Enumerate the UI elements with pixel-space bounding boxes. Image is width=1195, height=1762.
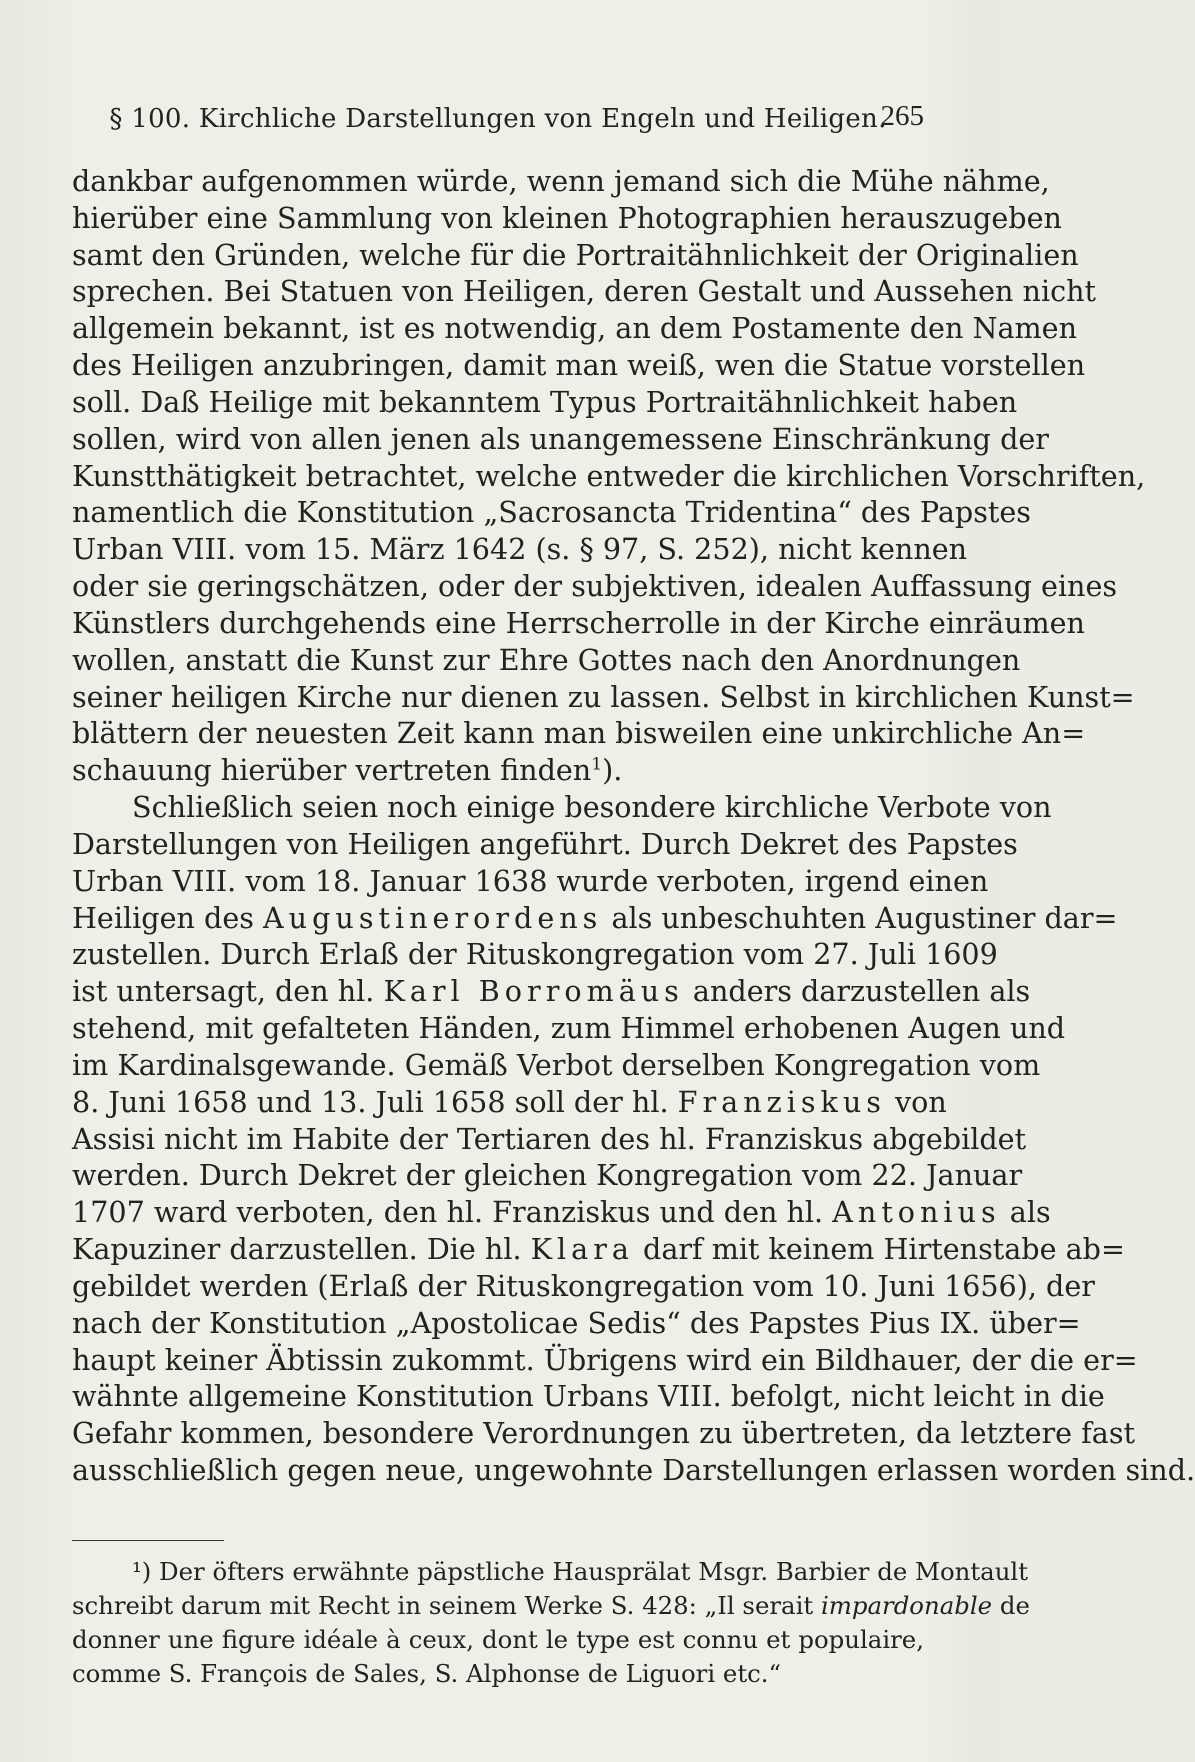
text-fragment: schauung hierüber vertreten finden <box>72 753 592 788</box>
text-fragment: 1707 ward verboten, den hl. Franziskus und den hl. <box>72 1195 824 1230</box>
running-title: § 100. Kirchliche Darstellungen von Engeln und Heiligen. <box>109 104 887 134</box>
text-line: nach der Konstitution „Apostolicae Sedis“ des Papstes Pius IX. über= <box>72 1305 1081 1340</box>
footnote-marker[interactable]: 1 <box>591 754 603 775</box>
footnote-line: comme S. François de Sales, S. Alphonse de Liguori etc.“ <box>72 1659 782 1688</box>
text-fragment: von <box>895 1084 947 1119</box>
text-line: blättern der neuesten Zeit kann man bisweilen eine unkirchliche An= <box>72 716 1086 751</box>
text-line <box>72 900 1118 937</box>
text-fragment: de <box>999 1591 1030 1620</box>
text-line: sprechen. Bei Statuen von Heiligen, deren Gestalt und Aussehen nicht <box>72 274 1097 309</box>
text-fragment: Kapuziner darzustellen. Die hl. <box>72 1232 522 1267</box>
text-line <box>72 1084 947 1121</box>
text-line: hierüber eine Sammlung von kleinen Photographien herauszugeben <box>72 200 1062 235</box>
text-line: werden. Durch Dekret der gleichen Kongregation vom 22. Januar <box>72 1158 1023 1193</box>
footnote-line: donner une figure idéale à ceux, dont le type est connu et populaire, <box>72 1625 924 1654</box>
text-line <box>72 752 924 789</box>
spaced-text: Antonius <box>832 1195 1001 1230</box>
spaced-text: Franziskus <box>677 1084 886 1119</box>
text-fragment: als unbeschuhten Augustiner dar= <box>611 900 1118 935</box>
text-line <box>72 1194 1051 1231</box>
text-line: namentlich die Konstitution „Sacrosancta Tridentina“ des Papstes <box>72 495 1031 530</box>
main-text <box>72 163 1195 1489</box>
text-line: Schließlich seien noch einige besondere kirchliche Verbote von <box>132 790 1052 825</box>
text-line: oder sie geringschätzen, oder der subjektiven, idealen Auffassung eines <box>72 569 1118 604</box>
text-fragment: anders darzustellen als <box>692 974 1031 1009</box>
text-line: sollen, wird von allen jenen als unangemessene Einschränkung der <box>72 421 1049 456</box>
text-fragment: 8. Juni 1658 und 13. Juli 1658 soll der hl. <box>72 1084 669 1119</box>
emphasis-text: impardonable <box>820 1591 993 1620</box>
text-fragment: ). <box>602 753 623 788</box>
spaced-text: Karl Borromäus <box>383 974 684 1009</box>
spaced-text: Augustinerordens <box>263 900 603 935</box>
text-line: Gefahr kommen, besondere Verordnungen zu übertreten, da letztere fast <box>72 1416 1135 1451</box>
text-line: im Kardinalsgewande. Gemäß Verbot derselben Kongregation vom <box>72 1047 1041 1082</box>
text-line: Kunstthätigkeit betrachtet, welche entweder die kirchlichen Vorschriften, <box>72 458 1146 493</box>
text-line: soll. Daß Heilige mit bekanntem Typus Portraitähnlichkeit haben <box>72 384 1018 419</box>
text-line: stehend, mit gefalteten Händen, zum Himmel erhobenen Augen und <box>72 1011 1066 1046</box>
text-line: Urban VIII. vom 15. März 1642 (s. § 97, S. 252), nicht kennen <box>72 532 968 567</box>
text-line: ausschließlich gegen neue, ungewohnte Darstellungen erlassen worden sind. <box>72 1452 1195 1487</box>
text-fragment: schreibt darum mit Recht in seinem Werke S. 428: „Il serait <box>72 1591 814 1620</box>
page-number: 265 <box>880 100 924 132</box>
footnote-line: ¹) Der öfters erwähnte päpstliche Hausprälat Msgr. Barbier de Montault <box>132 1557 1029 1586</box>
footnote-line <box>72 1589 1030 1623</box>
text-fragment: ist untersagt, den hl. <box>72 974 375 1009</box>
text-line: allgemein bekannt, ist es notwendig, an dem Postamente den Namen <box>72 311 1077 346</box>
text-line: gebildet werden (Erlaß der Rituskongregation vom 10. Juni 1656), der <box>72 1268 1095 1303</box>
running-head <box>72 100 924 140</box>
text-line: wollen, anstatt die Kunst zur Ehre Gottes nach den Anordnungen <box>72 642 1021 677</box>
text-line: seiner heiligen Kirche nur dienen zu lassen. Selbst in kirchlichen Kunst= <box>72 679 1135 714</box>
text-line: Assisi nicht im Habite der Tertiaren des hl. Franziskus abgebildet <box>72 1121 1027 1156</box>
text-line: samt den Gründen, welche für die Portraitähnlichkeit der Originalien <box>72 237 1079 272</box>
text-line: zustellen. Durch Erlaß der Rituskongregation vom 27. Juli 1609 <box>72 937 998 972</box>
text-line: wähnte allgemeine Konstitution Urbans VIII. befolgt, nicht leicht in die <box>72 1379 1105 1414</box>
text-fragment: darf mit keinem Hirtenstabe ab= <box>643 1232 1125 1267</box>
text-fragment: Heiligen des <box>72 900 254 935</box>
footnote-block <box>72 1555 1030 1691</box>
text-line <box>72 973 1031 1010</box>
spaced-text: Klara <box>530 1232 634 1267</box>
text-line: Darstellungen von Heiligen angeführt. Durch Dekret des Papstes <box>72 826 1018 861</box>
text-line: dankbar aufgenommen würde, wenn jemand sich die Mühe nähme, <box>72 164 1050 198</box>
text-line: Künstlers durchgehends eine Herrscherrolle in der Kirche einräumen <box>72 605 1085 640</box>
text-line: des Heiligen anzubringen, damit man weiß, wen die Statue vorstellen <box>72 348 1086 383</box>
text-line: Urban VIII. vom 18. Januar 1638 wurde verboten, irgend einen <box>72 863 989 898</box>
text-line <box>72 1231 1125 1268</box>
text-fragment: als <box>1009 1195 1051 1230</box>
footnote-divider <box>72 1540 224 1541</box>
text-line: haupt keiner Äbtissin zukommt. Übrigens wird ein Bildhauer, der die er= <box>72 1342 1138 1377</box>
